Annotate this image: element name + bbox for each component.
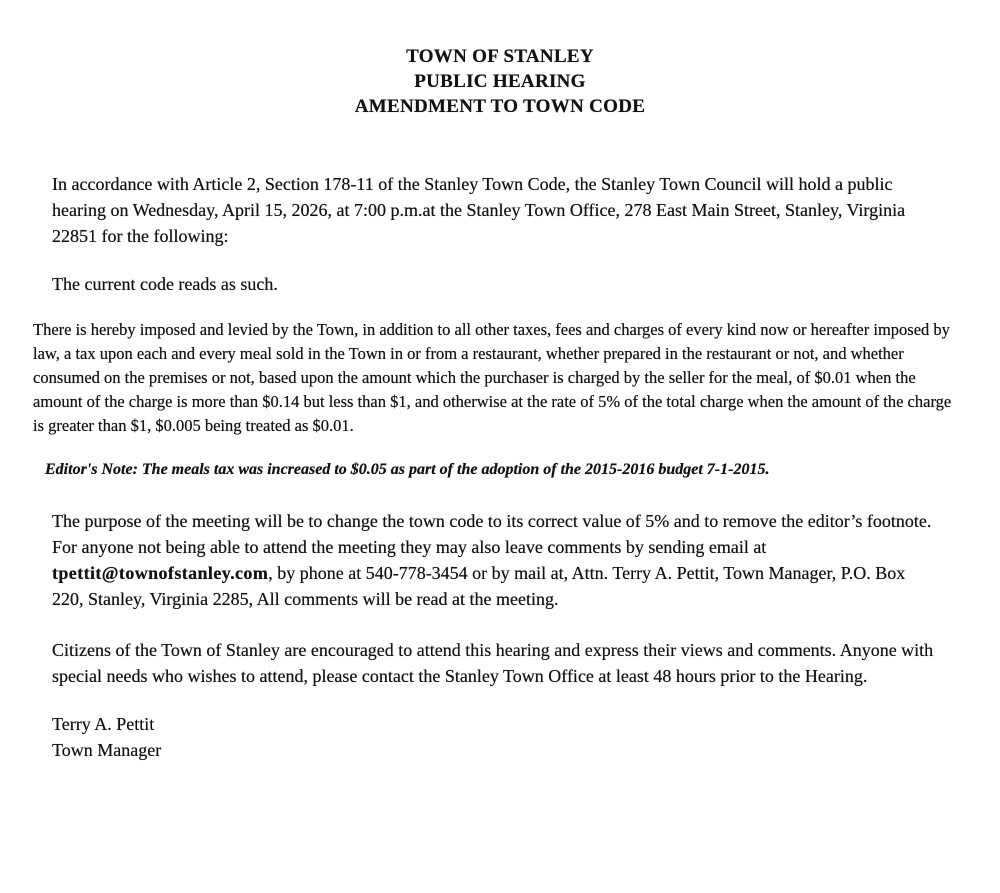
current-code-statement: The current code reads as such.	[52, 274, 278, 294]
title-line-hearing: PUBLIC HEARING	[414, 71, 586, 92]
document-title	[0, 44, 1000, 119]
purpose-paragraph	[52, 508, 934, 612]
purpose-text-after-email: , by phone at 540-778-3454 or by mail at, Attn. Terry A. Pettit, Town Manager, P.O. Box 220, Stanley, Virginia 2285, All comments will be read at the meeting.	[52, 563, 906, 609]
email-address: tpettit@townofstanley.com	[52, 563, 269, 583]
signature-block	[52, 711, 1000, 763]
code-text-paragraph: There is hereby imposed and levied by the Town, in addition to all other taxes, fees and charges of every kind now or hereafter imposed by law, a tax upon each and every meal sold in the Town in or from a restaurant, whether prepared in the restaurant or not, and whether consumed on the premises or not, based upon the amount which the purchaser is charged by the seller for the meal, of $0.01 when the amount of the charge is more than $0.14 but less than $1, and otherwise at the rate of 5% of the total charge when the amount of the charge is greater than $1, $0.005 being treated as $0.01.	[33, 320, 952, 435]
editors-note: Editor's Note: The meals tax was increased to $0.05 as part of the adoption of the 2015-2016 budget 7-1-2015.	[45, 461, 770, 478]
intro-paragraph: In accordance with Article 2, Section 178-11 of the Stanley Town Code, the Stanley Town Council will hold a public hearing on Wednesday, April 15, 2026, at 7:00 p.m.at the Stanley Town Office, 278 East Main Street, Stanley, Virginia 22851 for the following:	[52, 174, 906, 246]
signature-role: Town Manager	[52, 740, 162, 760]
title-line-amendment: AMENDMENT TO TOWN CODE	[354, 96, 646, 117]
purpose-text-before-email: The purpose of the meeting will be to change the town code to its correct value of 5% and to remove the editor’s footnote. For anyone not being able to attend the meeting they may also leave comments by sending email at	[52, 511, 932, 557]
signature-name: Terry A. Pettit	[52, 714, 155, 734]
citizens-paragraph: Citizens of the Town of Stanley are encouraged to attend this hearing and express their views and comments. Anyone with special needs who wishes to attend, please contact the Stanley Town Office at least 48 hours prior to the Hearing.	[52, 640, 934, 686]
title-line-town: TOWN OF STANLEY	[406, 46, 594, 67]
